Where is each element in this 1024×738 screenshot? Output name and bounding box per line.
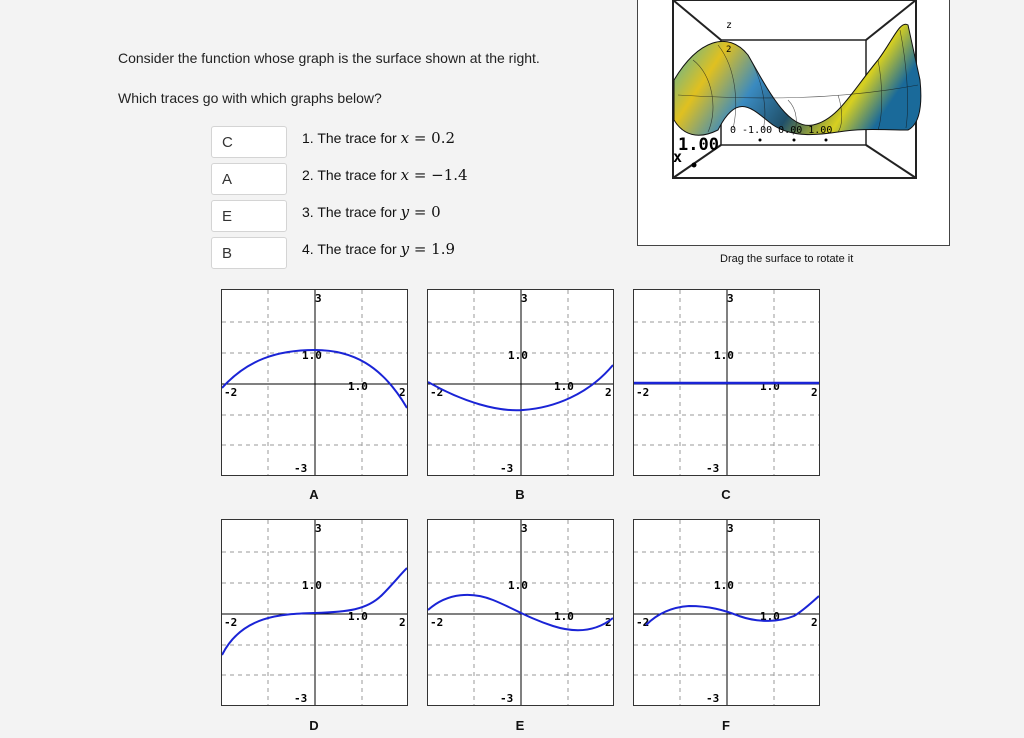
trace-2-label: 2. The trace for <box>302 167 401 183</box>
surface-top-label: 2 <box>726 45 732 55</box>
trace-3-var: y <box>400 203 410 221</box>
trace-2-var: x <box>400 166 410 184</box>
graph-a-label: A <box>309 487 319 502</box>
surface-left-tick: 1.00 <box>678 135 719 155</box>
graph-f-right-label: 2 <box>811 616 818 629</box>
question-text: Consider the function whose graph is the surface shown at the right. <box>118 50 540 66</box>
graph-c-top-label: 3 <box>727 292 734 305</box>
graph-b-top-label: 3 <box>521 292 528 305</box>
trace-3-value: = 0 <box>413 203 441 221</box>
graph-e-x-tick: 1.0 <box>554 610 574 623</box>
graph-d-right-label: 2 <box>399 616 406 629</box>
graph-c-svg <box>634 290 819 475</box>
graph-e-label: E <box>515 718 525 733</box>
graph-c-x-tick: 1.0 <box>760 380 780 393</box>
graph-b-x-tick: 1.0 <box>554 380 574 393</box>
trace-2-value: = −1.4 <box>413 166 468 184</box>
graph-a-axes <box>222 290 407 475</box>
trace-4-label: 4. The trace for <box>302 241 401 257</box>
graph-d-label: D <box>309 718 319 733</box>
surface-mesh[interactable] <box>674 24 921 135</box>
trace-4 <box>302 240 455 258</box>
graph-f[interactable] <box>633 519 820 706</box>
graph-c[interactable] <box>633 289 820 476</box>
graph-a-svg <box>222 290 407 475</box>
graph-b-y-tick: 1.0 <box>508 349 528 362</box>
surface-z-label: z <box>726 20 733 31</box>
graph-b-right-label: 2 <box>605 386 612 399</box>
graph-d[interactable] <box>221 519 408 706</box>
graph-c-bottom-label: -3 <box>706 462 720 475</box>
trace-4-var: y <box>400 240 410 258</box>
answer-input-2[interactable]: A <box>211 163 287 195</box>
graph-a-x-tick: 1.0 <box>348 380 368 393</box>
graph-b-bottom-label: -3 <box>500 462 514 475</box>
graph-d-bottom-label: -3 <box>294 692 308 705</box>
graph-b-label: B <box>515 487 525 502</box>
trace-3 <box>302 203 441 221</box>
graph-b-left-label: -2 <box>430 386 444 399</box>
graph-f-y-tick: 1.0 <box>714 579 734 592</box>
graph-c-label: C <box>721 487 731 502</box>
trace-1-value: = 0.2 <box>413 129 456 147</box>
graph-e-right-label: 2 <box>605 616 612 629</box>
graph-b-svg <box>428 290 613 475</box>
graph-f-svg <box>634 520 819 705</box>
answer-input-4[interactable]: B <box>211 237 287 269</box>
graph-d-x-tick: 1.0 <box>348 610 368 623</box>
graph-f-bottom-label: -3 <box>706 692 720 705</box>
graph-e[interactable] <box>427 519 614 706</box>
graph-a-top-label: 3 <box>315 292 322 305</box>
trace-4-value: = 1.9 <box>413 240 456 258</box>
graph-f-top-label: 3 <box>727 522 734 535</box>
graph-e-svg <box>428 520 613 705</box>
graph-a[interactable] <box>221 289 408 476</box>
graph-e-top-label: 3 <box>521 522 528 535</box>
trace-1-label: 1. The trace for <box>302 130 401 146</box>
question-prompt: Which traces go with which graphs below? <box>118 90 382 106</box>
drag-hint: Drag the surface to rotate it <box>720 253 854 265</box>
trace-2 <box>302 166 468 184</box>
surface-x-label: x <box>673 148 683 166</box>
graph-f-x-tick: 1.0 <box>760 610 780 623</box>
graph-c-y-tick: 1.0 <box>714 349 734 362</box>
graph-b[interactable] <box>427 289 614 476</box>
graph-d-left-label: -2 <box>224 616 238 629</box>
graph-a-bottom-label: -3 <box>294 462 308 475</box>
graph-c-right-label: 2 <box>811 386 818 399</box>
surface-viewer[interactable] <box>637 0 950 246</box>
graph-f-curve <box>646 596 819 625</box>
surface-plot[interactable] <box>638 0 949 245</box>
graph-f-label: F <box>722 718 730 733</box>
answer-input-3[interactable]: E <box>211 200 287 232</box>
graph-b-axes <box>428 290 613 475</box>
graph-a-right-label: 2 <box>399 386 406 399</box>
answer-input-1[interactable]: C <box>211 126 287 158</box>
graph-a-y-tick: 1.0 <box>302 349 322 362</box>
trace-1-var: x <box>400 129 410 147</box>
graph-d-y-tick: 1.0 <box>302 579 322 592</box>
graph-e-left-label: -2 <box>430 616 444 629</box>
graph-e-y-tick: 1.0 <box>508 579 528 592</box>
graph-d-svg <box>222 520 407 705</box>
surface-axis-ticks: 0 -1.00 0.00 1.00 <box>730 125 833 136</box>
graph-f-left-label: -2 <box>636 616 650 629</box>
graph-d-top-label: 3 <box>315 522 322 535</box>
graph-a-left-label: -2 <box>224 386 238 399</box>
graph-c-left-label: -2 <box>636 386 650 399</box>
trace-3-label: 3. The trace for <box>302 204 401 220</box>
graph-e-bottom-label: -3 <box>500 692 514 705</box>
trace-1 <box>302 129 455 147</box>
